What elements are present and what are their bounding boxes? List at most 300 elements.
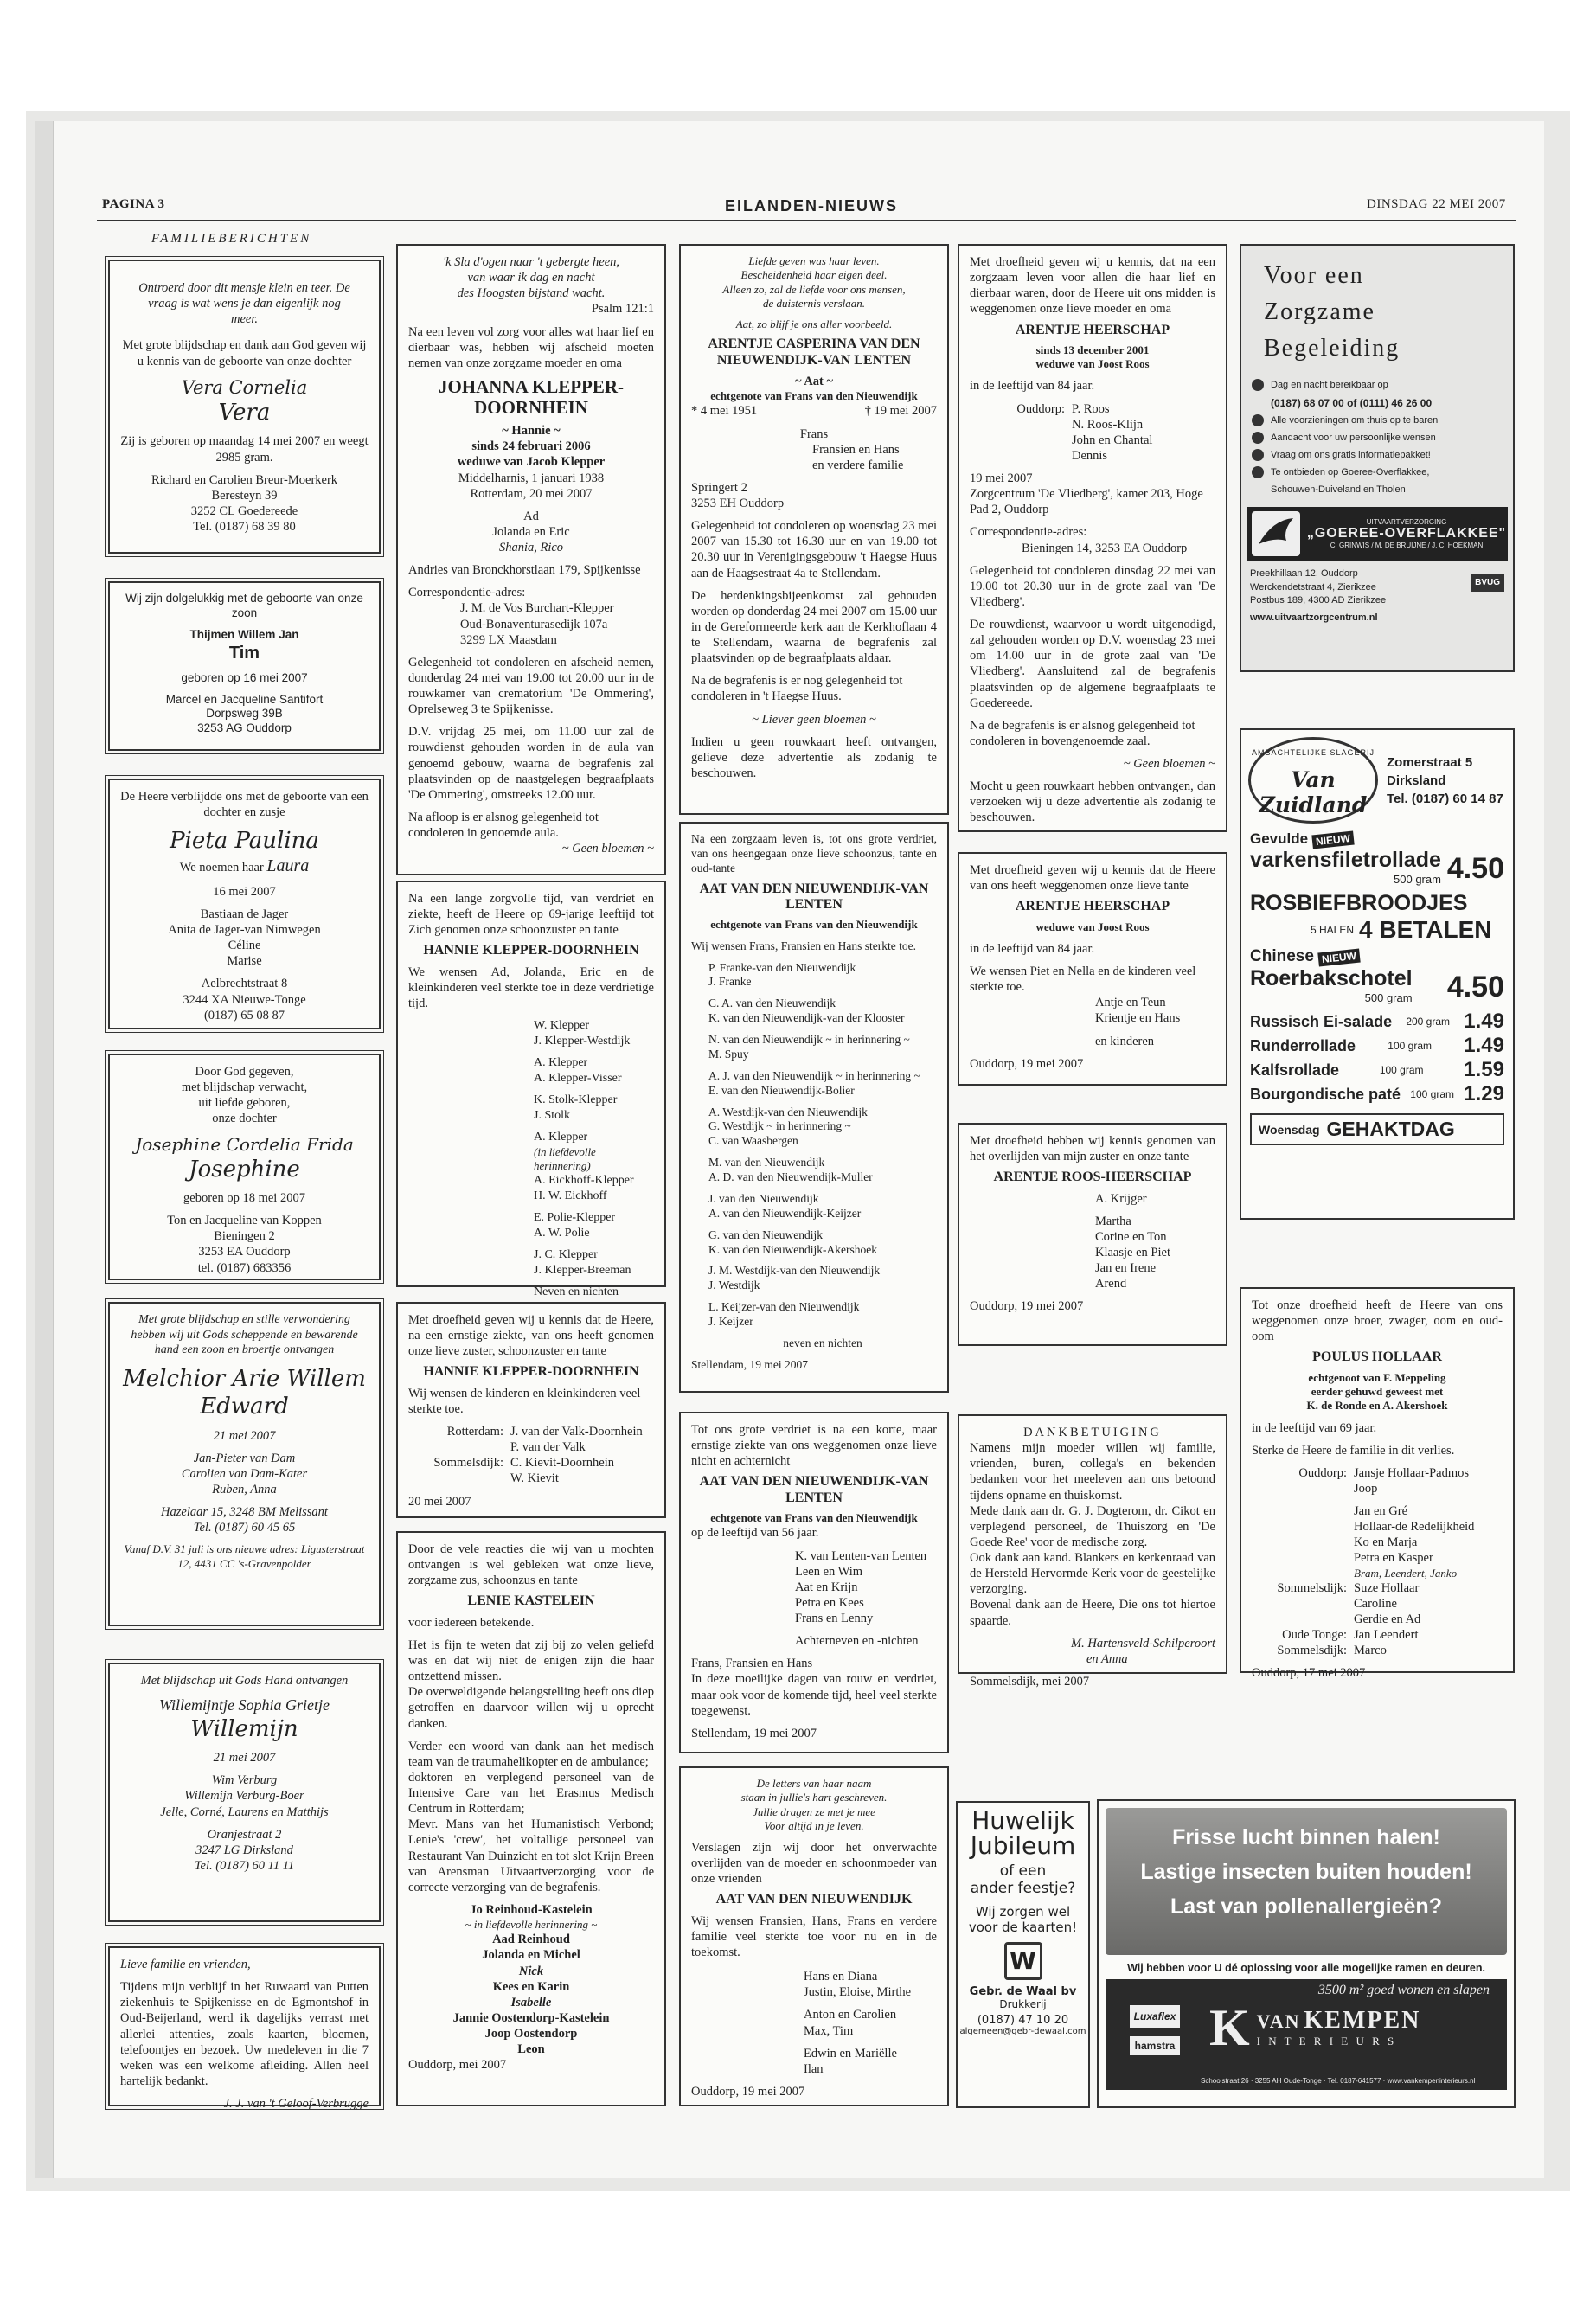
relative: Suze Hollaar [1354,1580,1420,1595]
paragraph: Mevr. Mans van het Humanistisch Verbond; Lenie's 'crew', het voltallige personeel van Restaurant Van Duinzicht en tot slot Krijn Breen van Arensman Uitvaartverzorging voor de correcte verzorging van de begrafenis. [408,1817,654,1894]
date: Ouddorp, 17 mei 2007 [1252,1666,1366,1681]
ad-aat-4 [679,1766,949,2106]
call-name: Willemijn [190,1715,298,1742]
relative: Jan en Irene [1095,1261,1157,1276]
corr-line: 3299 LX Maasdam [460,632,557,647]
address-line: Postbus 189, 4300 AD Zierikzee [1250,595,1387,606]
ad-lenie [396,1531,666,2106]
relative: E. Polie-Klepper [534,1211,616,1225]
phone: (0187) 65 08 87 [203,1008,285,1022]
ad-van-kempen [1097,1799,1516,2108]
wish: Wij wensen Fransien, Hans, Frans en verdere familie veel sterkte toe voor nu en in de toekomst. [691,1913,937,1960]
relative: A. D. van den Nieuwendijk-Muller [708,1170,873,1184]
ad-dankbetuiging [958,1414,1227,1689]
headline: ander feestje? [970,1879,1076,1897]
feature: Aandacht voor uw persoonlijke wensen [1271,433,1436,444]
relative: A. J. van den Nieuwendijk ~ in herinnering ~ [708,1068,920,1082]
parents: Jan-Pieter van Dam [193,1451,296,1465]
phone: Tel. (0187) 60 45 65 [193,1521,296,1535]
bullet-icon [1252,414,1264,426]
relative: W. Kievit [510,1471,559,1486]
address-line: Zomerstraat 5 [1387,754,1473,770]
relative: Ko en Marja [1354,1535,1418,1550]
headline: Voor een [1264,262,1364,289]
verse: Aat, zo blijf je ons aller voorbeeld. [735,317,893,330]
relative: J. Klepper-Breeman [534,1263,631,1277]
spouse: K. de Ronde en A. Akershoek [1306,1399,1448,1413]
day-title: GEHAKTDAG [1326,1118,1455,1140]
relative: Petra en Kees [795,1595,864,1610]
spouse: echtgenote van Frans van den Nieuwendijk [710,1511,918,1525]
relative: J. C. Klepper [534,1248,598,1262]
ad-melchior [108,1302,381,1626]
slagerij-logo [1248,737,1378,824]
intro: onze dochter [212,1112,277,1126]
relative: Neven en nichten [534,1285,619,1299]
child-name: Vera Cornelia [181,376,308,398]
phone: (0187) 47 10 20 [977,2013,1069,2027]
age: op de leeftijd van 56 jaar. [691,1526,819,1541]
intro: uit liefde geboren, [198,1096,291,1111]
relative: Anton en Carolien [804,2008,897,2022]
signer: Jo Reinhoud-Kastelein [470,1902,593,1917]
relative: C. van Waasbergen [708,1134,798,1148]
spouse: echtgenote van Frans van den Nieuwendijk [710,389,918,403]
gehaktdag-banner [1250,1113,1504,1145]
wish: In deze moeilijke dagen van rouw en verdriet, maar ook voor de komende tijd, heel veel sterkte toegewenst. [691,1672,937,1718]
header-rule [97,220,1516,221]
family: en verdere familie [812,458,904,472]
corr-label: Correspondentie-adres: [970,525,1087,540]
memory-note: (in liefdevolle herinnering) [534,1144,596,1172]
ad-slagerij [1240,728,1515,1220]
headline: Zorgzame [1264,298,1375,325]
bullet-icon [1252,449,1264,461]
deceased-name: ARENTJE HEERSCHAP [1015,322,1170,337]
service-info: D.V. vrijdag 25 mei, om 11.00 uur zal de rouwdienst gehouden worden in de aula van genoemd gebouw, waarna de begrafenis zal plaatsvinden op de naastgelegen begraafplaats 'De Ommering', omstreeks 12.00 uur. [408,725,654,802]
signer: Joop Oostendorp [484,2027,578,2041]
relative: Achterneven en -nichten [795,1634,919,1649]
paragraph: Namens mijn moeder willen wij familie, vrienden, buren, collega's en bekenden bedanken voor het meeleven aan ons betoond tijdens opname en thuiskomst. [970,1441,1215,1503]
product-weight: 500 gram [1364,991,1413,1004]
day-label: Woensdag [1259,1122,1320,1137]
message: Na een lange zorgvolle tijd, van verdriet en ziekte, heeft de Heere op 69-jarige leeftijd tot Zich genomen onze schoonzuster en tante [408,892,654,938]
relative: Dennis [1072,448,1108,463]
relative: Hans en Diana [804,1970,878,1984]
widow-of: weduwe van Jacob Klepper [457,455,606,470]
message: Met droefheid geven wij u kennis dat de Heere van ons heeft weggenomen onze lieve tante [970,863,1215,894]
child-name: Willemijntje Sophia Grietje [159,1696,330,1715]
company: Drukkerij [999,1997,1047,2010]
verse: Jullie dragen ze met je mee [753,1804,875,1818]
relative: Joop [1354,1481,1378,1496]
address-line: Dorpsweg 39B [206,707,283,721]
message: Met droefheid hebben wij kennis genomen van het overlijden van mijn zuster en onze tante [970,1134,1215,1164]
spouse: eerder gehuwd geweest met [1311,1385,1444,1399]
ad-aat-2 [679,822,949,1393]
product-name: Kalfsrollade [1250,1061,1340,1079]
relative: P. Franke-van den Nieuwendijk [708,960,856,974]
directors: C. GRINWIS / M. DE BRUIJNE / J. C. HOEKMAN [1330,542,1484,550]
child-name: Josephine Cordelia Frida [135,1133,354,1155]
product-weight: 200 gram [1406,1016,1451,1028]
deceased-name: JOHANNA KLEPPER-DOORNHEIN [438,375,625,419]
feature: Te ontbieden op Goeree-Overflakkee, [1271,466,1430,478]
luxaflex-logo: Luxaflex [1130,2005,1180,2028]
verse: Liefde geven was haar leven. [748,254,880,267]
condolence-info: Gelegenheid tot condoleren en afscheid nemen, donderdag 24 mei van 19.00 tot 20.00 uur in de rouwkamer van crematorium 'De Ommering', Oprelseweg 3 te Spijkenisse. [408,655,654,717]
message: Met droefheid geven wij u kennis dat de Heere, na een ernstige ziekte, van ons heeft genomen onze lieve zuster, schoonzuster en tante [408,1313,654,1359]
logo-sub: UITVAARTVERZORGING [1366,518,1447,527]
relative: K. Stolk-Klepper [534,1093,618,1107]
deceased-name: AAT VAN DEN NIEUWENDIJK-VAN LENTEN [699,1474,929,1505]
message: Tot onze droefheid heeft de Heere van ons weggenomen onze broer, zwager, oom en oud-oom [1252,1298,1503,1344]
deceased-name: AAT VAN DEN NIEUWENDIJK-VAN LENTEN [699,881,929,913]
address-line: Aelbrechtstraat 8 [201,977,288,991]
verse: des Hoogsten bijstand wacht. [457,286,606,301]
relative: Justin, Eloise, Mirthe [804,1985,912,2000]
headline: Huwelijk [971,1806,1074,1835]
parents: Willemijn Verburg-Boer [184,1789,304,1804]
corr-line: Oud-Bonaventurasedijk 107a [460,617,608,631]
phone: Tel. (0187) 60 11 11 [194,1858,295,1873]
relative: A. Klepper [534,1056,588,1070]
relative: Aat en Krijn [795,1580,858,1594]
call-intro: We noemen haar [179,860,264,875]
relative: Caroline [1354,1596,1397,1611]
sibling: Marise [227,954,262,969]
slogan: Wij zorgen wel [975,1903,1071,1920]
new-badge: NIEUW [1311,831,1354,849]
company: Gebr. de Waal bv [969,1984,1077,1998]
ad-uitvaart [1240,244,1515,672]
flowers-note: ~ Geen bloemen ~ [561,842,654,856]
headline: Lastige insecten buiten houden! [1140,1860,1472,1884]
relative: P. van der Valk [510,1440,586,1455]
relative: J. Westdijk [708,1279,760,1292]
logo-interieurs: I N T E R I E U R S [1256,2035,1397,2048]
address-line: 3247 LG Dirksland [195,1843,293,1857]
address-line: Werckendetstraat 4, Zierikzee [1250,581,1376,593]
parents: Bastiaan de Jager [200,907,289,921]
place: Sommelsdijk: [1277,1580,1347,1595]
relative: K. van Lenten-van Lenten [795,1548,927,1563]
card-note: Indien u geen rouwkaart heeft ontvangen, gelieve deze advertentie als zodanig te beschouwen. [691,734,937,780]
date: 19 mei 2007 [970,471,1033,486]
ad-arentje-3 [958,1123,1227,1346]
service-info: De herdenkingsbijeenkomst zal gehouden worden op donderdag 24 mei 2007 om 15.00 uur in de Gereformeerde kerk aan de Kerkhoflaan 4 te Stellendam, waarna de begrafenis zal plaatsvinden op de begraafplaats aldaar. [691,588,937,666]
deceased-name: ARENTJE HEERSCHAP [1015,899,1170,914]
new-badge: NIEUW [1317,949,1360,967]
born: * 4 mei 1951 [691,404,758,419]
bvug-badge: BVUG [1471,574,1504,592]
relative: A. Westdijk-van den Nieuwendijk [708,1105,868,1118]
dove-icon [1252,511,1300,556]
logo-name: Van Zuidland [1259,767,1368,817]
page-number: PAGINA 3 [102,197,165,211]
signer: Isabelle [510,1995,552,2009]
call-name: ~ Hannie ~ [502,424,561,439]
kempen-k-icon: K [1209,1999,1250,2056]
message: Met droefheid geven wij u kennis, dat na een zorgzaam leven voor allen die haar lief en dierbaar waren, door de Heere uit ons midden is weggenomen onze lieve moeder en oma [970,255,1215,317]
verse: van waar ik dag en nacht [467,271,595,285]
product-name: Russisch Ei-salade [1250,1012,1393,1030]
message: Na een zorgzaam leven is, tot ons grote verdriet, van ons heengegaan onze lieve schoonzus, tante en oud-tante [691,832,937,875]
after-info: Na afloop is er alsnog gelegenheid tot condoleren in genoemde aula. [408,810,599,841]
family: Fransien en Hans [812,442,900,457]
place: Sommelsdijk: [1277,1644,1347,1658]
headline: Jubileum [970,1831,1076,1861]
since: sinds 24 februari 2006 [471,439,591,454]
address-line: 3244 XA Nieuwe-Tonge [183,992,306,1007]
ad-thijmen [108,581,381,751]
widow-of: weduwe van Joost Roos [1035,920,1150,933]
feature: Schouwen-Duiveland en Tholen [1271,484,1406,495]
location: Zorgcentrum 'De Vliedberg', kamer 203, Hoge Pad 2, Ouddorp [970,487,1203,517]
relative: Arend [1095,1277,1127,1292]
website: www.uitvaartzorgcentrum.nl [1250,612,1378,623]
product-name: Bourgondische paté [1250,1085,1401,1103]
ad-willemijn [108,1663,381,1922]
siblings: Ruben, Anna [212,1482,277,1497]
product-weight: 100 gram [1388,1040,1432,1052]
signature: M. Hartensveld-Schilperoort [1071,1636,1215,1650]
address-line: Preekhillaan 12, Ouddorp [1250,568,1358,580]
subline: voor iedereen betekende. [408,1615,535,1630]
address-line: 3253 AG Ouddorp [197,721,292,735]
address-line: Bieningen 2 [214,1229,275,1244]
paragraph: De overweldigende belangstelling heeft ons diep getroffen en daarvoor willen wij u oprecht danken. [408,1685,654,1731]
relative: John en Chantal [1072,433,1153,447]
signer: Leon [517,2042,545,2057]
family: Shania, Rico [498,541,564,555]
relative: Ilan [804,2061,824,2076]
spouse: echtgenoot van F. Meppeling [1308,1370,1446,1384]
call-name: Tim [228,643,260,663]
product-name: varkensfiletrollade [1250,848,1441,872]
call-name: Vera [218,399,271,426]
signer: Kees en Karin [492,1979,570,1994]
headline: Frisse lucht binnen halen! [1172,1825,1440,1849]
after-info: Na de begrafenis is er nog gelegenheid tot condoleren in 't Haegse Huus. [691,674,903,704]
died: † 19 mei 2007 [864,404,937,419]
feature: Dag en nacht bereikbaar op [1271,380,1388,390]
relative: N. van den Nieuwendijk ~ in herinnering ~ [708,1033,910,1047]
relative: A. Klepper [534,1131,588,1144]
kempen-banner [1106,1808,1507,1955]
born: Middelharnis, 1 januari 1938 [458,471,605,485]
psalm-ref: Psalm 121:1 [591,302,654,317]
relative: A. Eickhoff-Klepper [534,1174,634,1188]
feature: Alle voorzieningen om thuis op te baren [1271,415,1439,426]
intro: Met grote blijdschap en stille verwondering hebben wij uit Gods scheppende en bewarende hand een zoon en broertje ontvangen [131,1313,358,1356]
birth-info: Zij is geboren op maandag 14 mei 2007 en weegt 2985 gram. [120,434,369,465]
relative: Antje en Teun [1095,996,1166,1010]
birth-date: 21 mei 2007 [213,1428,276,1443]
ad-arentje-heerschap [958,244,1227,832]
place: Ouddorp: [1016,401,1065,416]
relative: L. Keijzer-van den Nieuwendijk [708,1300,860,1314]
date: Ouddorp, 19 mei 2007 [970,1299,1084,1314]
service-info: De rouwdienst, waarvoor u wordt uitgenodigd, zal gehouden worden op D.V. woensdag 23 mei om 14.00 uur in de grote zaal van 'De Vliedberg'. Aansluitend zal de begrafenis plaatsvinden op de algemene begraafplaats te Goedereede. [970,618,1215,710]
family: Frans [799,426,829,441]
address: Schoolstraat 26 · 3255 AH Oude-Tonge · Tel. 0187-641577 · www.vankempeninterieurs.nl [1201,2077,1476,2085]
verse: staan in jullie's hart geschreven. [740,1791,888,1804]
parents: Ton en Jacqueline van Koppen [167,1214,322,1228]
family: Ad [523,509,539,523]
parents: Richard en Carolien Breur-Moerkerk [151,472,338,487]
relative: K. van den Nieuwendijk-Akershoek [708,1242,877,1256]
widow-of: weduwe van Joost Roos [1035,357,1150,371]
corr-line: J. M. de Vos Burchart-Klepper [460,601,614,616]
deceased-name: ARENTJE ROOS-HEERSCHAP [993,1170,1192,1185]
message: Verslagen zijn wij door het onverwachte overlijden van de moeder en schoonmoeder van onze vrienden [691,1841,937,1887]
relative: Gerdie en Ad [1354,1612,1421,1627]
phone: Tel. (0187) 60 14 87 [1387,791,1503,806]
verse: De letters van haar naam [756,1777,872,1790]
phone: Tel. (0187) 68 39 80 [193,520,296,534]
headline: of een [999,1862,1047,1880]
parents: Anita de Jager-van Nimwegen [168,923,321,937]
date: Ouddorp, 19 mei 2007 [691,2084,805,2099]
paragraph: Het is fijn te weten dat zij bij zo velen geliefd was en dat wij niet de enigen zijn die haar ontzettend missen. [408,1638,654,1684]
relative: en kinderen [1095,1034,1155,1048]
signer: Aad Reinhoud [492,1932,570,1947]
relative: Marco [1354,1644,1387,1658]
relative: A. W. Polie [534,1226,590,1240]
ad-arentje-2 [958,852,1227,1086]
product-prefix: Chinese [1250,947,1314,965]
headline: Last van pollenallergieën? [1170,1894,1442,1919]
relative: W. Klepper [534,1019,590,1033]
logo-arc: AMBACHTELIJKE SLAGERIJ [1251,748,1375,757]
signer: Nick [518,1964,544,1978]
relative: A. Krijger [1095,1191,1147,1206]
offer-label: 5 HALEN [1311,924,1355,936]
birth-info: geboren op 16 mei 2007 [181,670,308,684]
verse: Voor altijd in je leven. [764,1818,864,1832]
child-name: Pieta Paulina [170,828,319,855]
after-info: Na de begrafenis is er alsnog gelegenheid tot condoleren in bovengenoemde zaal. [970,718,1195,748]
intro: De Heere verblijdde ons met de geboorte van een dochter en zusje [120,790,369,820]
message: Tot ons grote verdriet is na een korte, maar ernstige ziekte van ons weggenomen onze lieve nicht en achternicht [691,1423,937,1469]
hamstra-logo: hamstra [1130,2036,1180,2055]
logo-text: „GOEREE-OVERFLAKKEE" [1306,526,1507,542]
product-weight: 500 gram [1394,873,1441,886]
product-name: ROSBIEFBROODJES [1250,891,1468,915]
ad-poulus [1240,1287,1515,1681]
birth-date: 21 mei 2007 [213,1751,276,1766]
relative: A. Klepper-Visser [534,1071,622,1085]
relative: P. Roos [1072,401,1110,416]
product-price: 4.50 [1446,852,1504,885]
wish: We wensen Ad, Jolanda, Eric en de kleinkinderen veel sterkte toe in deze verdrietige tijd. [408,965,654,1011]
place: Ouddorp: [1298,1465,1347,1480]
address-line: Beresteyn 39 [211,488,278,503]
relative: C. A. van den Nieuwendijk [708,997,836,1010]
address-line: 3252 CL Goedereede [190,503,298,518]
phone: (0187) 68 07 00 of (0111) 46 26 00 [1271,396,1433,409]
call-name: Laura [266,856,310,875]
product-prefix: Gevulde [1250,830,1309,847]
corr-label: Correspondentie-adres: [408,586,526,600]
corr-line: Bieningen 14, 3253 EA Ouddorp [1022,541,1188,555]
wish: Wij wensen de kinderen en kleinkinderen veel sterkte toe. [408,1386,641,1416]
product-price: 1.59 [1464,1058,1504,1081]
relative: H. W. Eickhoff [534,1189,607,1202]
salutation: Lieve familie en vrienden, [120,1958,251,1971]
condolence-info: Gelegenheid tot condoleren op woensdag 23 mei 2007 van 15.30 tot 16.30 uur en van 19.00 tot 20.30 uur in Verenigingsgebouw 't Haegse Huus aan de Haagsestraat 4a te Stellendam. [691,519,937,580]
relative: G. van den Nieuwendijk [708,1227,823,1241]
ad-josephine [108,1054,381,1280]
product-name: Runderrollade [1250,1036,1356,1054]
paragraph: Mede dank aan dr. G. J. Dogterom, dr. Cikot en verplegend personeel, de Thuiszorg en 'De Goede Ree' voor de medische zorg. [970,1503,1215,1549]
address-line: Dirksland [1387,772,1446,788]
headline: Begeleiding [1264,335,1401,362]
relative: J. M. Westdijk-van den Nieuwendijk [708,1264,881,1278]
condolence-info: Gelegenheid tot condoleren dinsdag 22 mei van 19.00 tot 20.30 uur in de grote zaal van 'De Vliedberg'. [970,563,1215,609]
age: in de leeftijd van 69 jaar. [1252,1420,1377,1435]
place: Oude Tonge: [1282,1628,1347,1643]
subline: Wij hebben voor U dé oplossing voor alle mogelijke ramen en deuren. [1127,1962,1485,1974]
paragraph: Ook dank aan kand. Blankers en kerkenraad van de Hersteld Hervormde Kerk voor de geestelijke verzorging. [970,1551,1215,1597]
relative: C. Kievit-Doornhein [510,1456,615,1471]
relative: J. Franke [708,975,752,989]
offer-price: 4 BETALEN [1359,916,1492,943]
page-date: DINSDAG 22 MEI 2007 [1367,197,1506,211]
signer: Jolanda en Michel [482,1948,580,1963]
address-line: 3253 EH Ouddorp [691,497,785,511]
paragraph: Verder een woord van dank aan het medisch team van de traumahelikopter en de ambulance; [408,1739,654,1769]
relative: G. Westdijk ~ in herinnering ~ [708,1119,851,1133]
ad-huwelijk-jubileum [956,1801,1090,2108]
relative: J. van den Nieuwendijk [708,1191,819,1205]
signature: J. J. van 't Geloof-Verbrugge [223,2097,369,2111]
verse: Alleen zo, zal de liefde voor ons mensen, [722,282,906,296]
wish: Wij wensen Frans, Fransien en Hans sterkte toe. [691,939,917,952]
relative: Hollaar-de Redelijkheid [1354,1520,1475,1535]
printer-logo-icon: W [1004,1942,1042,1980]
relative: Petra en Kasper [1354,1551,1433,1566]
product-price: 4.50 [1446,971,1504,1003]
ad-hannie-1 [396,881,666,1299]
product-weight: 100 gram [1410,1088,1454,1100]
date: Stellendam, 19 mei 2007 [691,1726,817,1740]
paragraph: doktoren en verplegend personeel van de Intensive Care van het Erasmus Medisch Centrum in Rotterdam; [408,1770,654,1817]
relative: A. van den Nieuwendijk-Keijzer [708,1206,862,1220]
page-fold-edge [35,121,54,2178]
relative: neven en nichten [783,1336,862,1349]
relative: Frans en Lenny [795,1612,874,1626]
deceased-name: POULUS HOLLAAR [1312,1349,1442,1365]
logo-kempen: KEMPEN [1304,2007,1421,2034]
product-name: Roerbakschotel [1250,966,1413,990]
product-price: 1.49 [1464,1034,1504,1057]
sibling: Céline [228,939,261,953]
ad-hannie-2 [396,1302,666,1518]
intro: Met blijdschap uit Gods Hand ontvangen [140,1674,349,1688]
parents: Carolien van Dam-Kater [181,1466,308,1481]
parents: Marcel en Jacqueline Santifort [165,692,324,706]
relative: J. Stolk [534,1108,571,1122]
child-name: Thijmen Willem Jan [189,627,299,641]
ad-aat-3 [679,1412,949,1753]
relative: Corine en Ton [1095,1229,1167,1244]
wish: We wensen Piet en Nella en de kinderen veel sterkte toe. [970,965,1196,995]
died: Rotterdam, 20 mei 2007 [470,486,593,501]
birth-date: 16 mei 2007 [213,884,276,899]
relative: Edwin en Mariëlle [804,2046,897,2061]
